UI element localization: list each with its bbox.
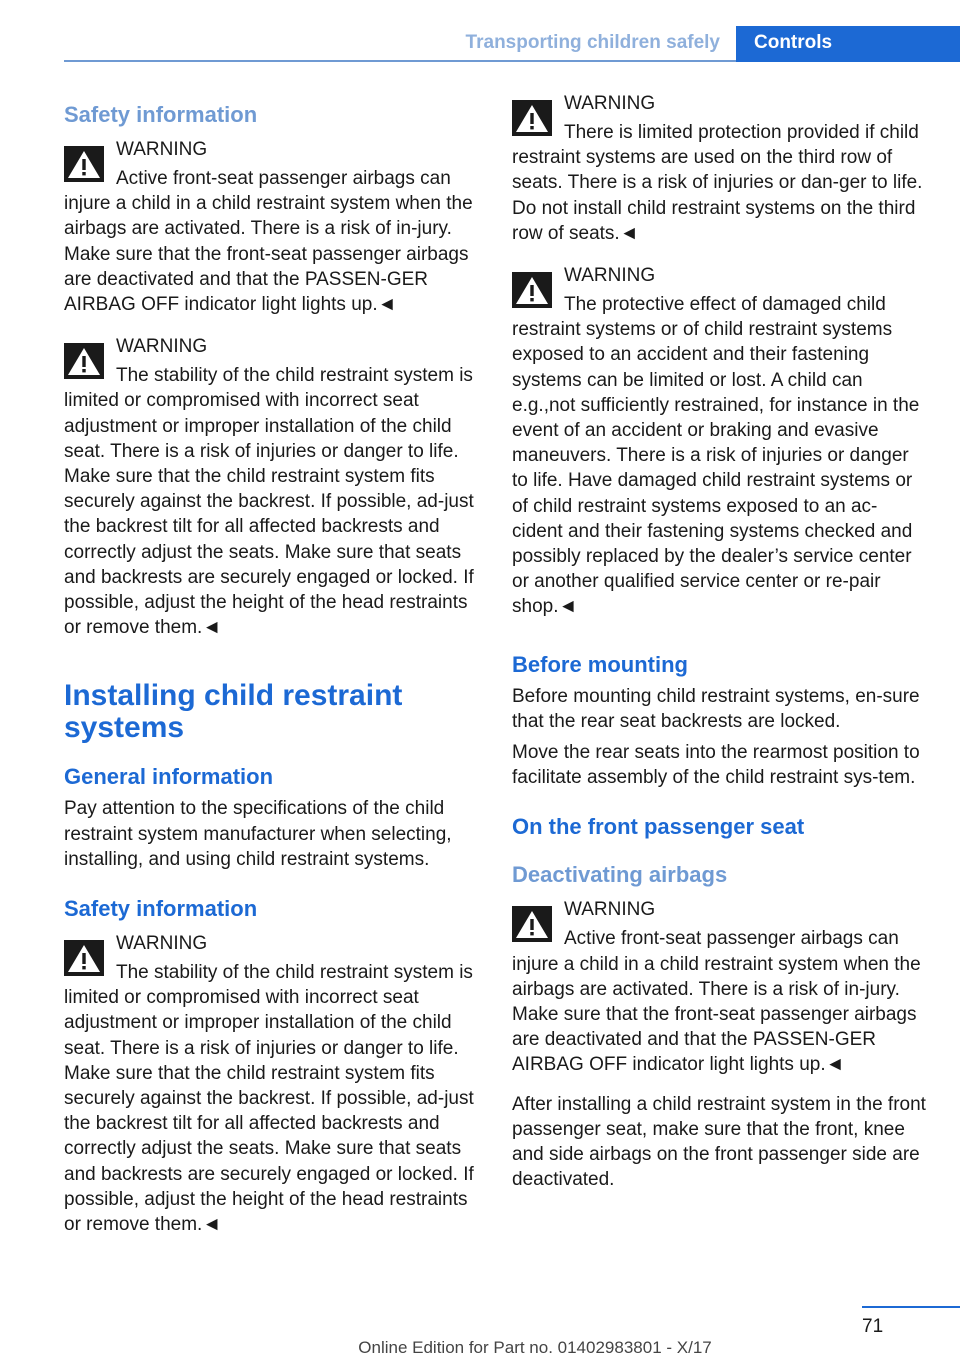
warning-label: WARNING bbox=[116, 933, 208, 955]
safety-information-heading-2: Safety information bbox=[64, 896, 258, 922]
before-mounting-text-2: Move the rear seats into the rearmost position to facilitate assembly of the child restraint sys-tem. bbox=[512, 742, 920, 789]
chapter-heading: Installing child restraint systems bbox=[64, 679, 403, 745]
warning-text: The stability of the child restraint system is limited or compromised with incorrect seat adjustment or improper installation of the child seat. There is a risk of injuries or danger to life. Make sure that the child restraint system fits securely against the backrest. If possible, ad-just the backrest tilt for all affected backrests and correctly adjust the seats. Make sure that seats and backrests are securely engaged or locked. If possible, adjust the height of the head restraints or remove them.◄ bbox=[64, 365, 474, 639]
warning-triangle-icon bbox=[512, 906, 552, 942]
header-chapter-tab: Controls bbox=[736, 26, 960, 62]
warning-triangle-icon bbox=[512, 100, 552, 136]
warning-block bbox=[64, 928, 478, 1237]
warning-triangle-icon bbox=[512, 272, 552, 308]
warning-label: WARNING bbox=[116, 336, 208, 358]
warning-text: The protective effect of damaged child restraint systems or of child restraint systems exposed to an accident and their fastening systems can be limited or lost. A child can e.g.,not sufficiently restrained, for instance in the event of an accident or braking and evasive maneuvers. There is a risk of injuries or danger to life. Have damaged child restraint systems or of child restraint systems exposed to an ac-cident and their fastening systems checked and possibly replaced by the dealer’s service center or another qualified service center or re-pair shop.◄ bbox=[512, 294, 920, 618]
footer-edition: Online Edition for Part no. 01402983801 - X/17 bbox=[358, 1338, 712, 1357]
warning-block bbox=[512, 894, 926, 1077]
warning-block bbox=[512, 260, 926, 620]
warning-label: WARNING bbox=[564, 93, 656, 114]
warning-block bbox=[64, 134, 478, 317]
after-installing-text: After installing a child restraint system in the front passenger seat, make sure that the front, knee and side airbags on the front passenger side are deactivated. bbox=[512, 1093, 926, 1191]
page-header bbox=[64, 26, 960, 62]
general-information-text: Pay attention to the specifications of the child restraint system manufacturer when selecting, installing, and using child restraint systems. bbox=[64, 798, 452, 870]
front-passenger-seat-heading: On the front passenger seat bbox=[512, 814, 805, 840]
safety-information-heading: Safety information bbox=[64, 102, 258, 127]
left-column bbox=[64, 100, 478, 1251]
warning-block bbox=[64, 331, 478, 640]
warning-text: There is limited protection provided if child restraint systems are used on the third row of seats. There is a risk of injuries or dan-ger to life. Do not install child restraint systems on the third row of seats.◄ bbox=[512, 122, 923, 244]
warning-triangle-icon bbox=[64, 343, 104, 379]
warning-triangle-icon bbox=[64, 940, 104, 976]
header-section-title: Transporting children safely bbox=[465, 32, 720, 53]
warning-triangle-icon bbox=[64, 146, 104, 182]
right-column bbox=[512, 93, 926, 1199]
page-number: 71 bbox=[862, 1316, 884, 1337]
warning-label: WARNING bbox=[116, 139, 208, 160]
warning-text: Active front-seat passenger airbags can injure a child in a child restraint system when the airbags are activated. There is a risk of in-jury. Make sure that the front-seat passenger airbags are deactivated and that the PASSEN-GER AIRBAG OFF indicator light lights up.◄ bbox=[64, 168, 473, 316]
warning-block bbox=[512, 88, 926, 246]
warning-text: Active front-seat passenger airbags can injure a child in a child restraint system when the airbags are activated. There is a risk of in-jury. Make sure that the front-seat passenger airbags are deactivated and that the PASSEN-GER AIRBAG OFF indicator light lights up.◄ bbox=[512, 928, 921, 1076]
warning-text: The stability of the child restraint system is limited or compromised with incorrect seat adjustment or improper installation of the child seat. There is a risk of injuries or danger to life. Make sure that the child restraint system fits securely against the backrest. If possible, ad-just the backrest tilt for all affected backrests and correctly adjust the seats. Make sure that seats and backrests are securely engaged or locked. If possible, adjust the height of the head restraints or remove them.◄ bbox=[64, 962, 474, 1236]
footer-rule bbox=[862, 1306, 960, 1308]
deactivating-airbags-heading: Deactivating airbags bbox=[512, 862, 728, 888]
warning-label: WARNING bbox=[564, 265, 656, 287]
warning-label: WARNING bbox=[564, 899, 656, 921]
before-mounting-heading: Before mounting bbox=[512, 651, 688, 677]
before-mounting-text-1: Before mounting child restraint systems, en-sure that the rear seat backrests are locked. bbox=[512, 685, 920, 732]
general-information-heading: General information bbox=[64, 764, 274, 790]
